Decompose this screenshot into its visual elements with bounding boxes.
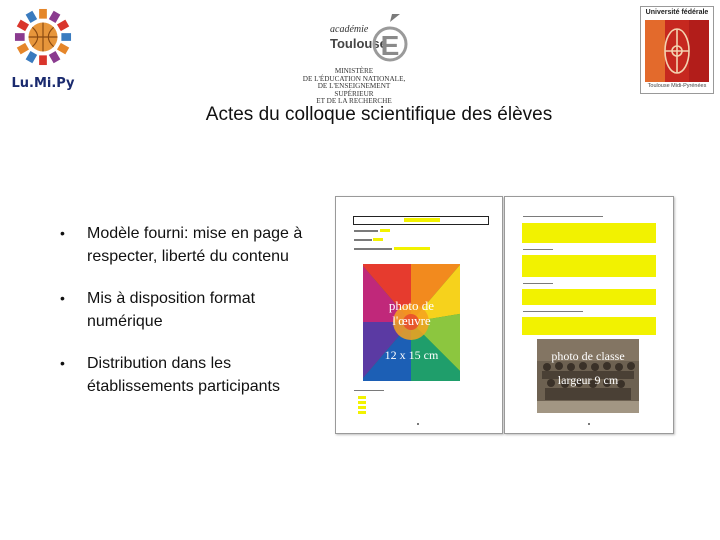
text-line bbox=[523, 311, 583, 312]
ministry-line: ET DE LA RECHERCHE bbox=[316, 97, 392, 106]
slide-title: Actes du colloque scientifique des élèves bbox=[205, 104, 553, 125]
class-photo-size-label: largeur 9 cm bbox=[557, 373, 619, 387]
highlight-mark bbox=[380, 229, 390, 232]
bullet-dot-icon: • bbox=[60, 225, 65, 241]
ministry-line: MINISTÈRE bbox=[334, 67, 374, 75]
highlight-mark bbox=[394, 247, 430, 250]
text-line bbox=[523, 283, 553, 284]
ministry-text bbox=[300, 68, 408, 106]
template-page-1-thumbnail bbox=[335, 196, 503, 434]
text-line bbox=[354, 390, 384, 391]
highlight-mark bbox=[358, 401, 366, 404]
lumipy-logo-text: Lu.Mi.Py bbox=[11, 76, 75, 91]
page-number bbox=[417, 423, 419, 425]
highlight-mark bbox=[358, 406, 366, 409]
bullet-text: Mis à disposition format numérique bbox=[87, 290, 256, 330]
artwork-label bbox=[363, 298, 460, 328]
bullet-dot-icon: • bbox=[60, 290, 65, 306]
academie-word: académie bbox=[330, 24, 369, 35]
bullet-item bbox=[60, 287, 330, 333]
text-line bbox=[354, 239, 372, 241]
bullet-text: Distribution dans les établissements participants bbox=[87, 355, 280, 395]
universite-name: Université fédérale bbox=[645, 9, 709, 16]
universite-federale-logo bbox=[640, 6, 714, 94]
artwork-label-line: photo de bbox=[388, 298, 435, 313]
text-line bbox=[354, 248, 392, 250]
academie-toulouse-logo bbox=[300, 8, 408, 104]
artwork-size-label: 12 x 15 cm bbox=[384, 348, 439, 362]
e-accent-icon bbox=[372, 12, 408, 64]
class-photo-label: photo de classe bbox=[551, 349, 625, 363]
template-page-2-thumbnail bbox=[504, 196, 674, 434]
ministry-line: DE L'ÉDUCATION NATIONALE, bbox=[302, 74, 406, 83]
ministry-line: DE L'ENSEIGNEMENT SUPÉRIEUR bbox=[317, 82, 391, 98]
highlight-mark bbox=[358, 396, 366, 399]
toulouse-word: Toulouse bbox=[330, 36, 387, 51]
bullet-item bbox=[60, 352, 330, 398]
highlighted-paragraph bbox=[522, 317, 656, 335]
class-photo-placeholder bbox=[537, 339, 639, 413]
cross-emblem-icon bbox=[645, 20, 709, 82]
text-line bbox=[523, 216, 603, 217]
highlighted-paragraph bbox=[522, 223, 656, 243]
highlight-mark bbox=[373, 238, 383, 241]
artwork-label-line: l'œuvre bbox=[392, 313, 431, 328]
bullet-item bbox=[60, 222, 330, 268]
universite-emblem bbox=[645, 20, 709, 82]
page-number bbox=[588, 423, 590, 425]
svg-text:E: E bbox=[380, 30, 400, 61]
text-line bbox=[523, 249, 553, 250]
lumipy-logo bbox=[8, 6, 78, 92]
lumipy-emblem-icon bbox=[14, 8, 72, 66]
bullet-text: Modèle fourni: mise en page à respecter, liberté du contenu bbox=[87, 225, 303, 265]
highlighted-paragraph bbox=[522, 289, 656, 305]
artwork-placeholder bbox=[363, 264, 460, 381]
page-header-box bbox=[353, 216, 489, 225]
bullet-dot-icon: • bbox=[60, 355, 65, 371]
universite-tagline: Toulouse Midi-Pyrénées bbox=[647, 83, 707, 89]
highlighted-paragraph bbox=[522, 255, 656, 277]
highlight-mark bbox=[358, 411, 366, 414]
bullet-list bbox=[60, 222, 330, 417]
text-line bbox=[354, 230, 378, 232]
